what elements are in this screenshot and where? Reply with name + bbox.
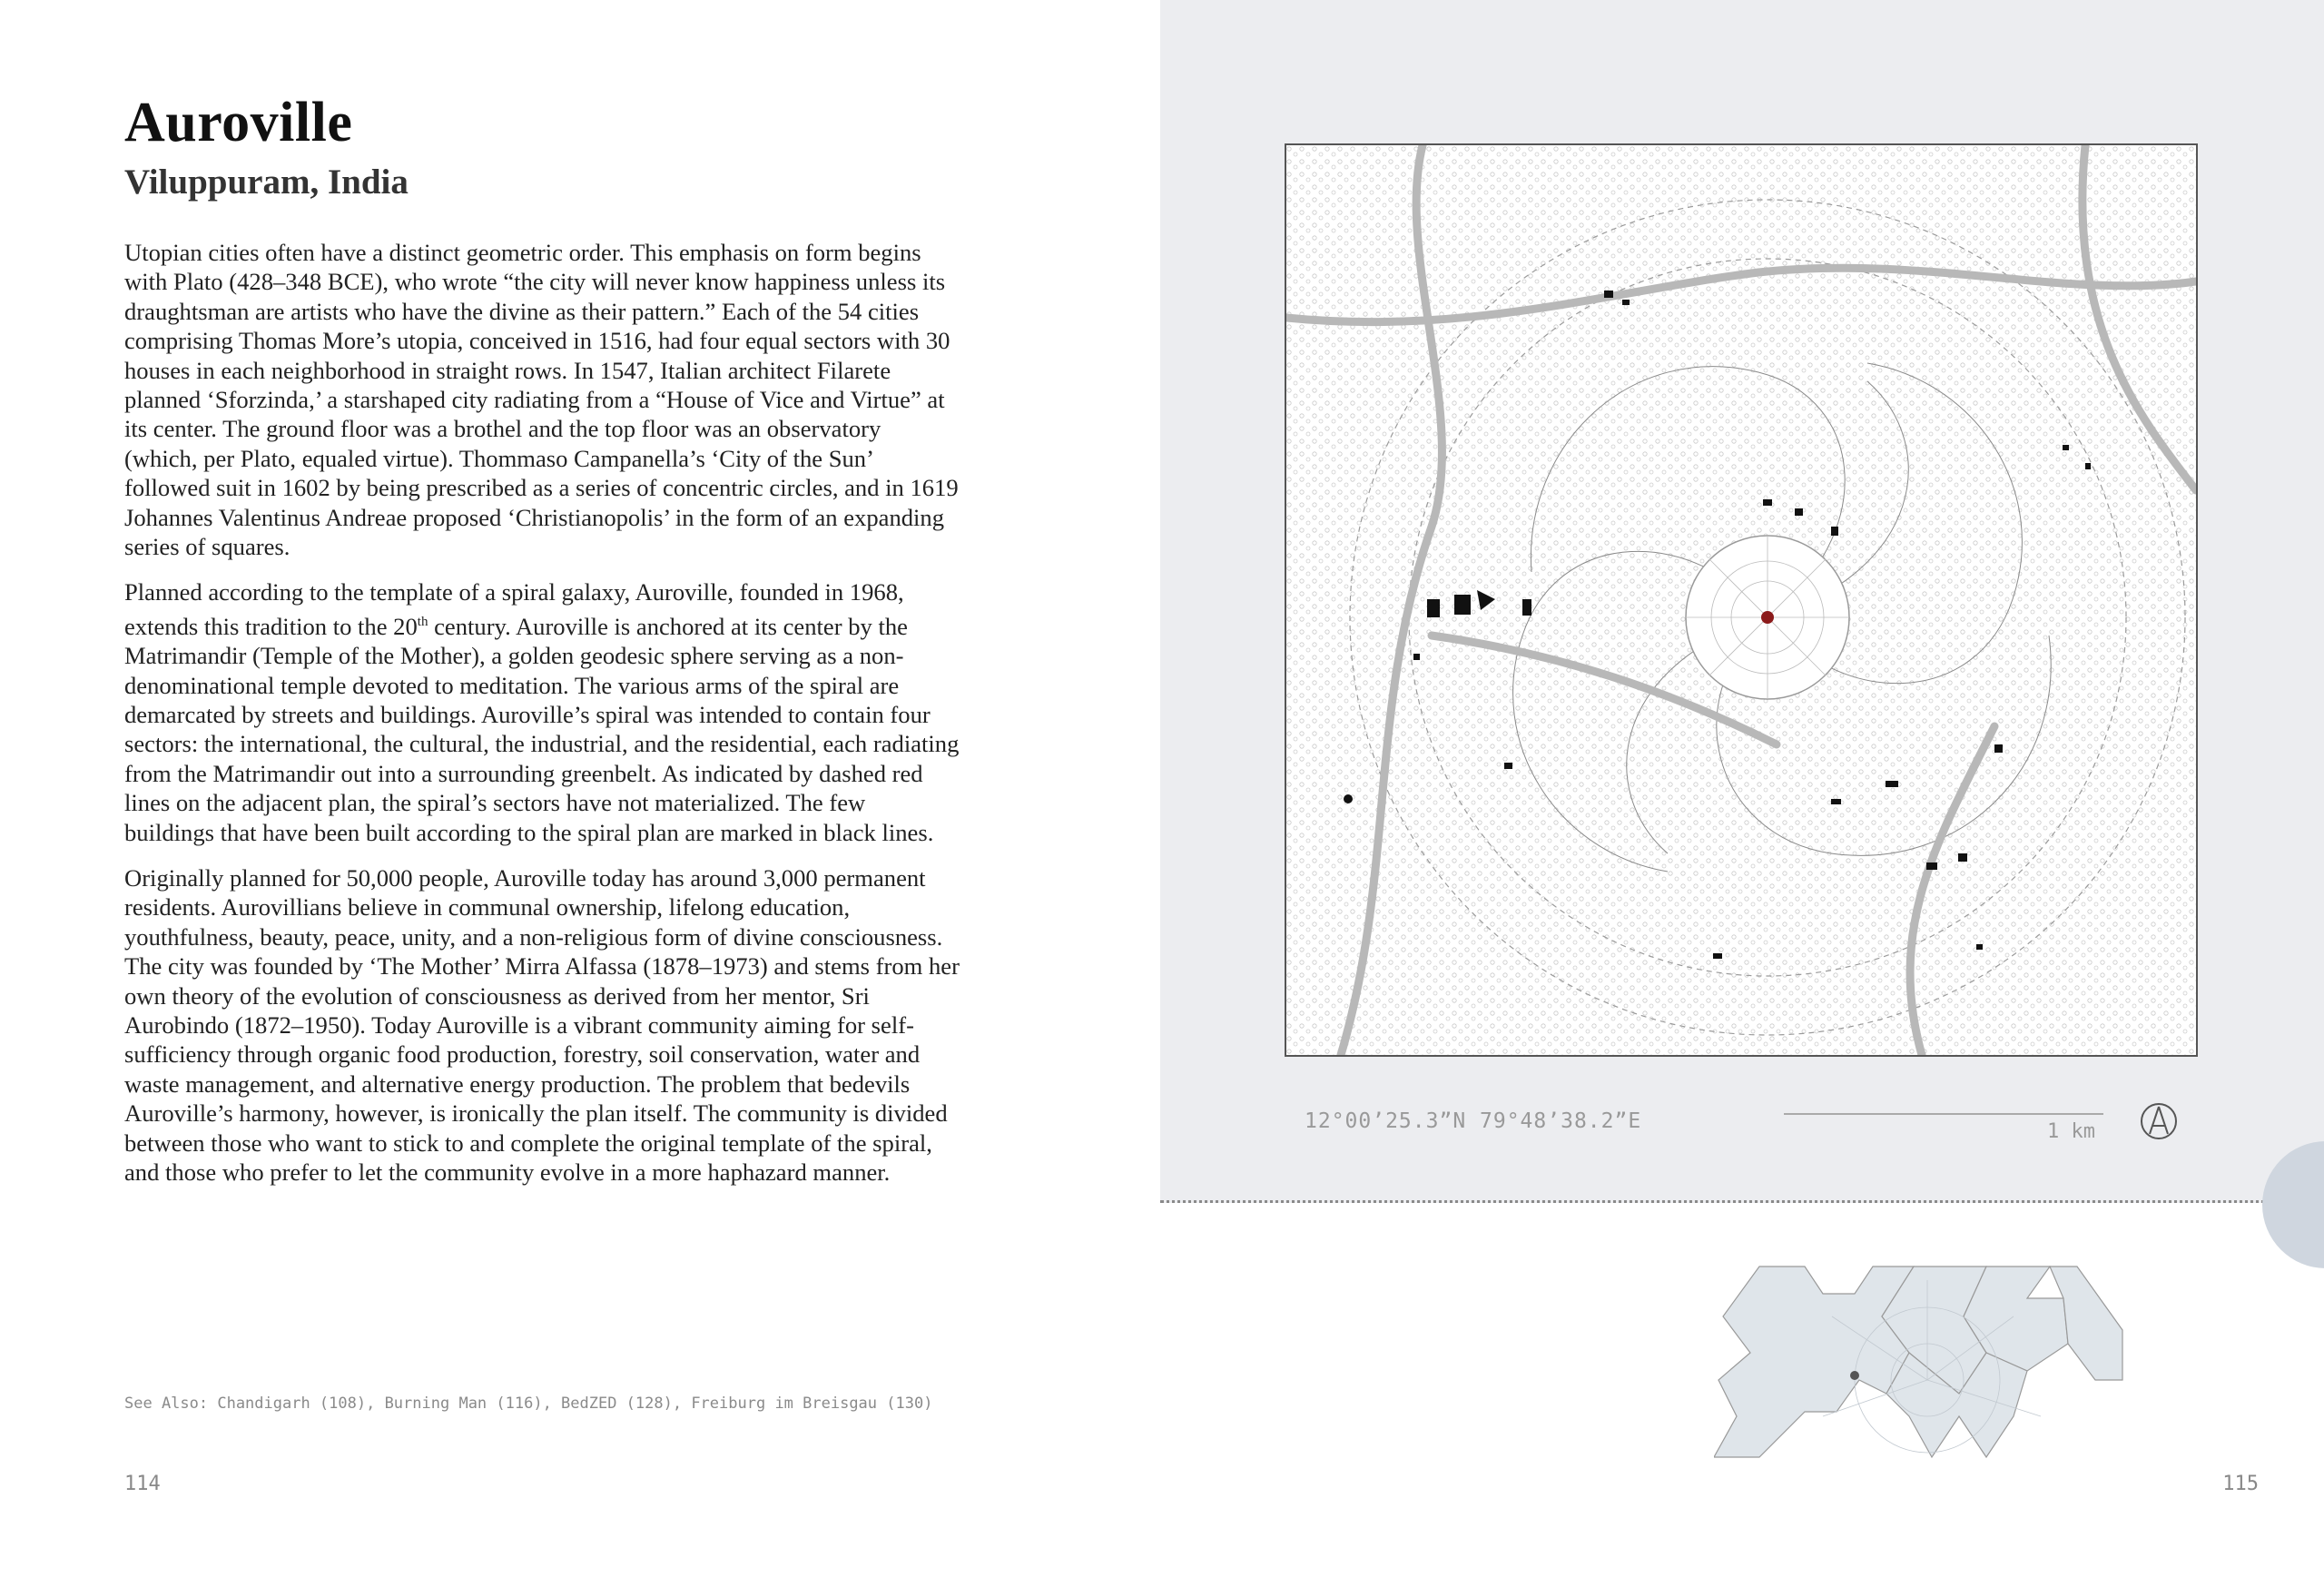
ordinal-suffix: th xyxy=(417,614,428,629)
paragraph-2-part-1: Planned according to the template of a spiral galaxy, Auroville, founded in 1968, extends this tradition to the 20 xyxy=(124,578,904,640)
page-number-right: 115 xyxy=(2222,1473,2259,1495)
scale-label: 1 km xyxy=(2047,1120,2095,1143)
paragraph-1: Utopian cities often have a distinct geometric order. This emphasis on form begins with Plato (428–348 BCE), who wrote “the city will never know happiness unless its draughtsman are artists who have the divine as their pattern.” Each of the 54 cities comprising Thomas More’s utopia, conceived in 1516, had four equal sectors with 30 houses in each neighborhood in straight rows. In 1547, Italian architect Filarete planned ‘Sforzinda,’ a starshaped city radiating from a “House of Vice and Virtue” at its center. The ground floor was a brothel and the top floor was an observatory (which, per Plato, equaled virtue). Thommaso Campanella’s ‘City of the Sun’ followed suit in 1602 by being prescribed as a series of concentric circles, and in 1619 Johannes Valentinus Andreae proposed ‘Christianopolis’ in the form of an expanding series of squares. xyxy=(124,239,959,561)
paragraph-2 xyxy=(124,577,960,847)
page-title: Auroville xyxy=(124,92,353,153)
body-text xyxy=(124,238,960,1203)
map-coordinates: 12°00’25.3”N 79°48’38.2”E xyxy=(1305,1109,1642,1133)
world-locator-map xyxy=(1714,1262,2204,1498)
matrimandir-marker xyxy=(1761,611,1774,624)
paragraph-3: Originally planned for 50,000 people, Auroville today has around 3,000 permanent residents. Aurovillians believe in communal ownership, lifelong education, youthfulness, beauty, peace, unity, and a non-religious form of divine consciousness. The city was founded by ‘The Mother’ Mirra Alfassa (1878–1973) and stems from her own theory of the evolution of consciousness as derived from her mentor, Sri Aurobindo (1872–1950). Today Auroville is a vibrant community aiming for self-sufficiency through organic food production, forestry, soil conservation, water and waste management, and alternative energy production. The problem that bedevils Auroville’s harmony, however, is ironically the plan itself. The community is divided between those who want to stick to and complete the original template of the spiral, and those who prefer to let the community evolve in a more haphazard manner. xyxy=(124,863,960,1187)
left-page xyxy=(0,0,1160,1577)
paragraph-2-part-2: century. Auroville is anchored at its center by the Matrimandir (Temple of the Mother), a golden geodesic sphere serving as a non-denominational temple devoted to meditation. The various arms of the spiral are demarcated by streets and buildings. Auroville’s spiral was intended to contain four sectors: the international, the cultural, the industrial, and the residential, each radiating from the Matrimandir out into a surrounding greenbelt. As indicated by dashed red lines on the adjacent plan, the spiral’s sectors have not materialized. The few buildings that have been built according to the spiral plan are marked in black lines. xyxy=(124,612,960,846)
north-arrow-icon xyxy=(2139,1101,2179,1141)
location-dot xyxy=(1850,1371,1859,1380)
dotted-divider xyxy=(1160,1200,2304,1203)
city-plan-map xyxy=(1285,143,2198,1057)
page-number-left: 114 xyxy=(124,1473,161,1495)
see-also: See Also: Chandigarh (108), Burning Man (116), BedZED (128), Freiburg im Breisgau (130) xyxy=(124,1395,933,1413)
city-plan-drawing xyxy=(1286,145,2196,1055)
page-subtitle: Viluppuram, India xyxy=(124,163,409,202)
scale-bar xyxy=(1784,1113,2103,1115)
